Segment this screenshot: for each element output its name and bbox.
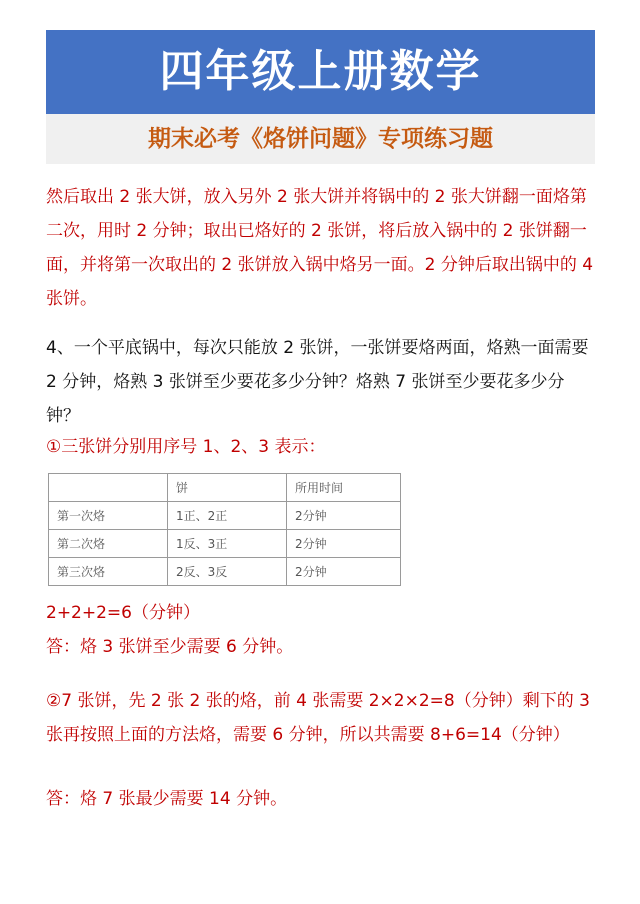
table-cell: 2分钟 [287, 502, 401, 530]
baking-schedule-table [48, 473, 401, 586]
table-cell: 第二次烙 [49, 530, 168, 558]
answer-2: 答：烙 7 张最少需要 14 分钟。 [46, 789, 288, 809]
table-cell: 1正、2正 [168, 502, 287, 530]
table-cell: 2分钟 [287, 530, 401, 558]
page-subtitle: 期末必考《烙饼问题》专项练习题 [148, 126, 493, 152]
title-banner [46, 30, 595, 114]
table-cell: 第三次烙 [49, 558, 168, 586]
table-cell: 第一次烙 [49, 502, 168, 530]
table-cell: 1反、3正 [168, 530, 287, 558]
table-header-row [49, 474, 401, 502]
table-header-cell [49, 474, 168, 502]
table-row [49, 530, 401, 558]
calculation: 2+2+2=6（分钟） [46, 603, 200, 623]
table-cell: 2反、3反 [168, 558, 287, 586]
table-cell: 2分钟 [287, 558, 401, 586]
step-1-intro: ①三张饼分别用序号 1、2、3 表示： [46, 437, 326, 457]
answer-1: 答：烙 3 张饼至少需要 6 分钟。 [46, 637, 294, 657]
step-2: ②7 张饼，先 2 张 2 张的烙，前 4 张需要 2×2×2=8（分钟）剩下的 3 张再按照上面的方法烙，需要 6 分钟，所以共需要 8+6=14（分钟） [46, 691, 590, 745]
table-header-cell: 饼 [168, 474, 287, 502]
table-row [49, 502, 401, 530]
table-header-cell: 所用时间 [287, 474, 401, 502]
table-row [49, 558, 401, 586]
subtitle-bar [46, 114, 595, 164]
page-title: 四年级上册数学 [159, 46, 482, 97]
solution-paragraph: 然后取出 2 张大饼，放入另外 2 张大饼并将锅中的 2 张大饼翻一面烙第二次，用时 2 分钟；取出已烙好的 2 张饼，将后放入锅中的 2 张饼翻一面，并将第一次取出的 2 张饼放入锅中烙另一面。2 分钟后取出锅中的 4 张饼。 [46, 187, 594, 309]
question-4: 4、一个平底锅中，每次只能放 2 张饼，一张饼要烙两面，烙熟一面需要 2 分钟，烙熟 3 张饼至少要花多少分钟？烙熟 7 张饼至少要花多少分钟？ [46, 338, 589, 426]
